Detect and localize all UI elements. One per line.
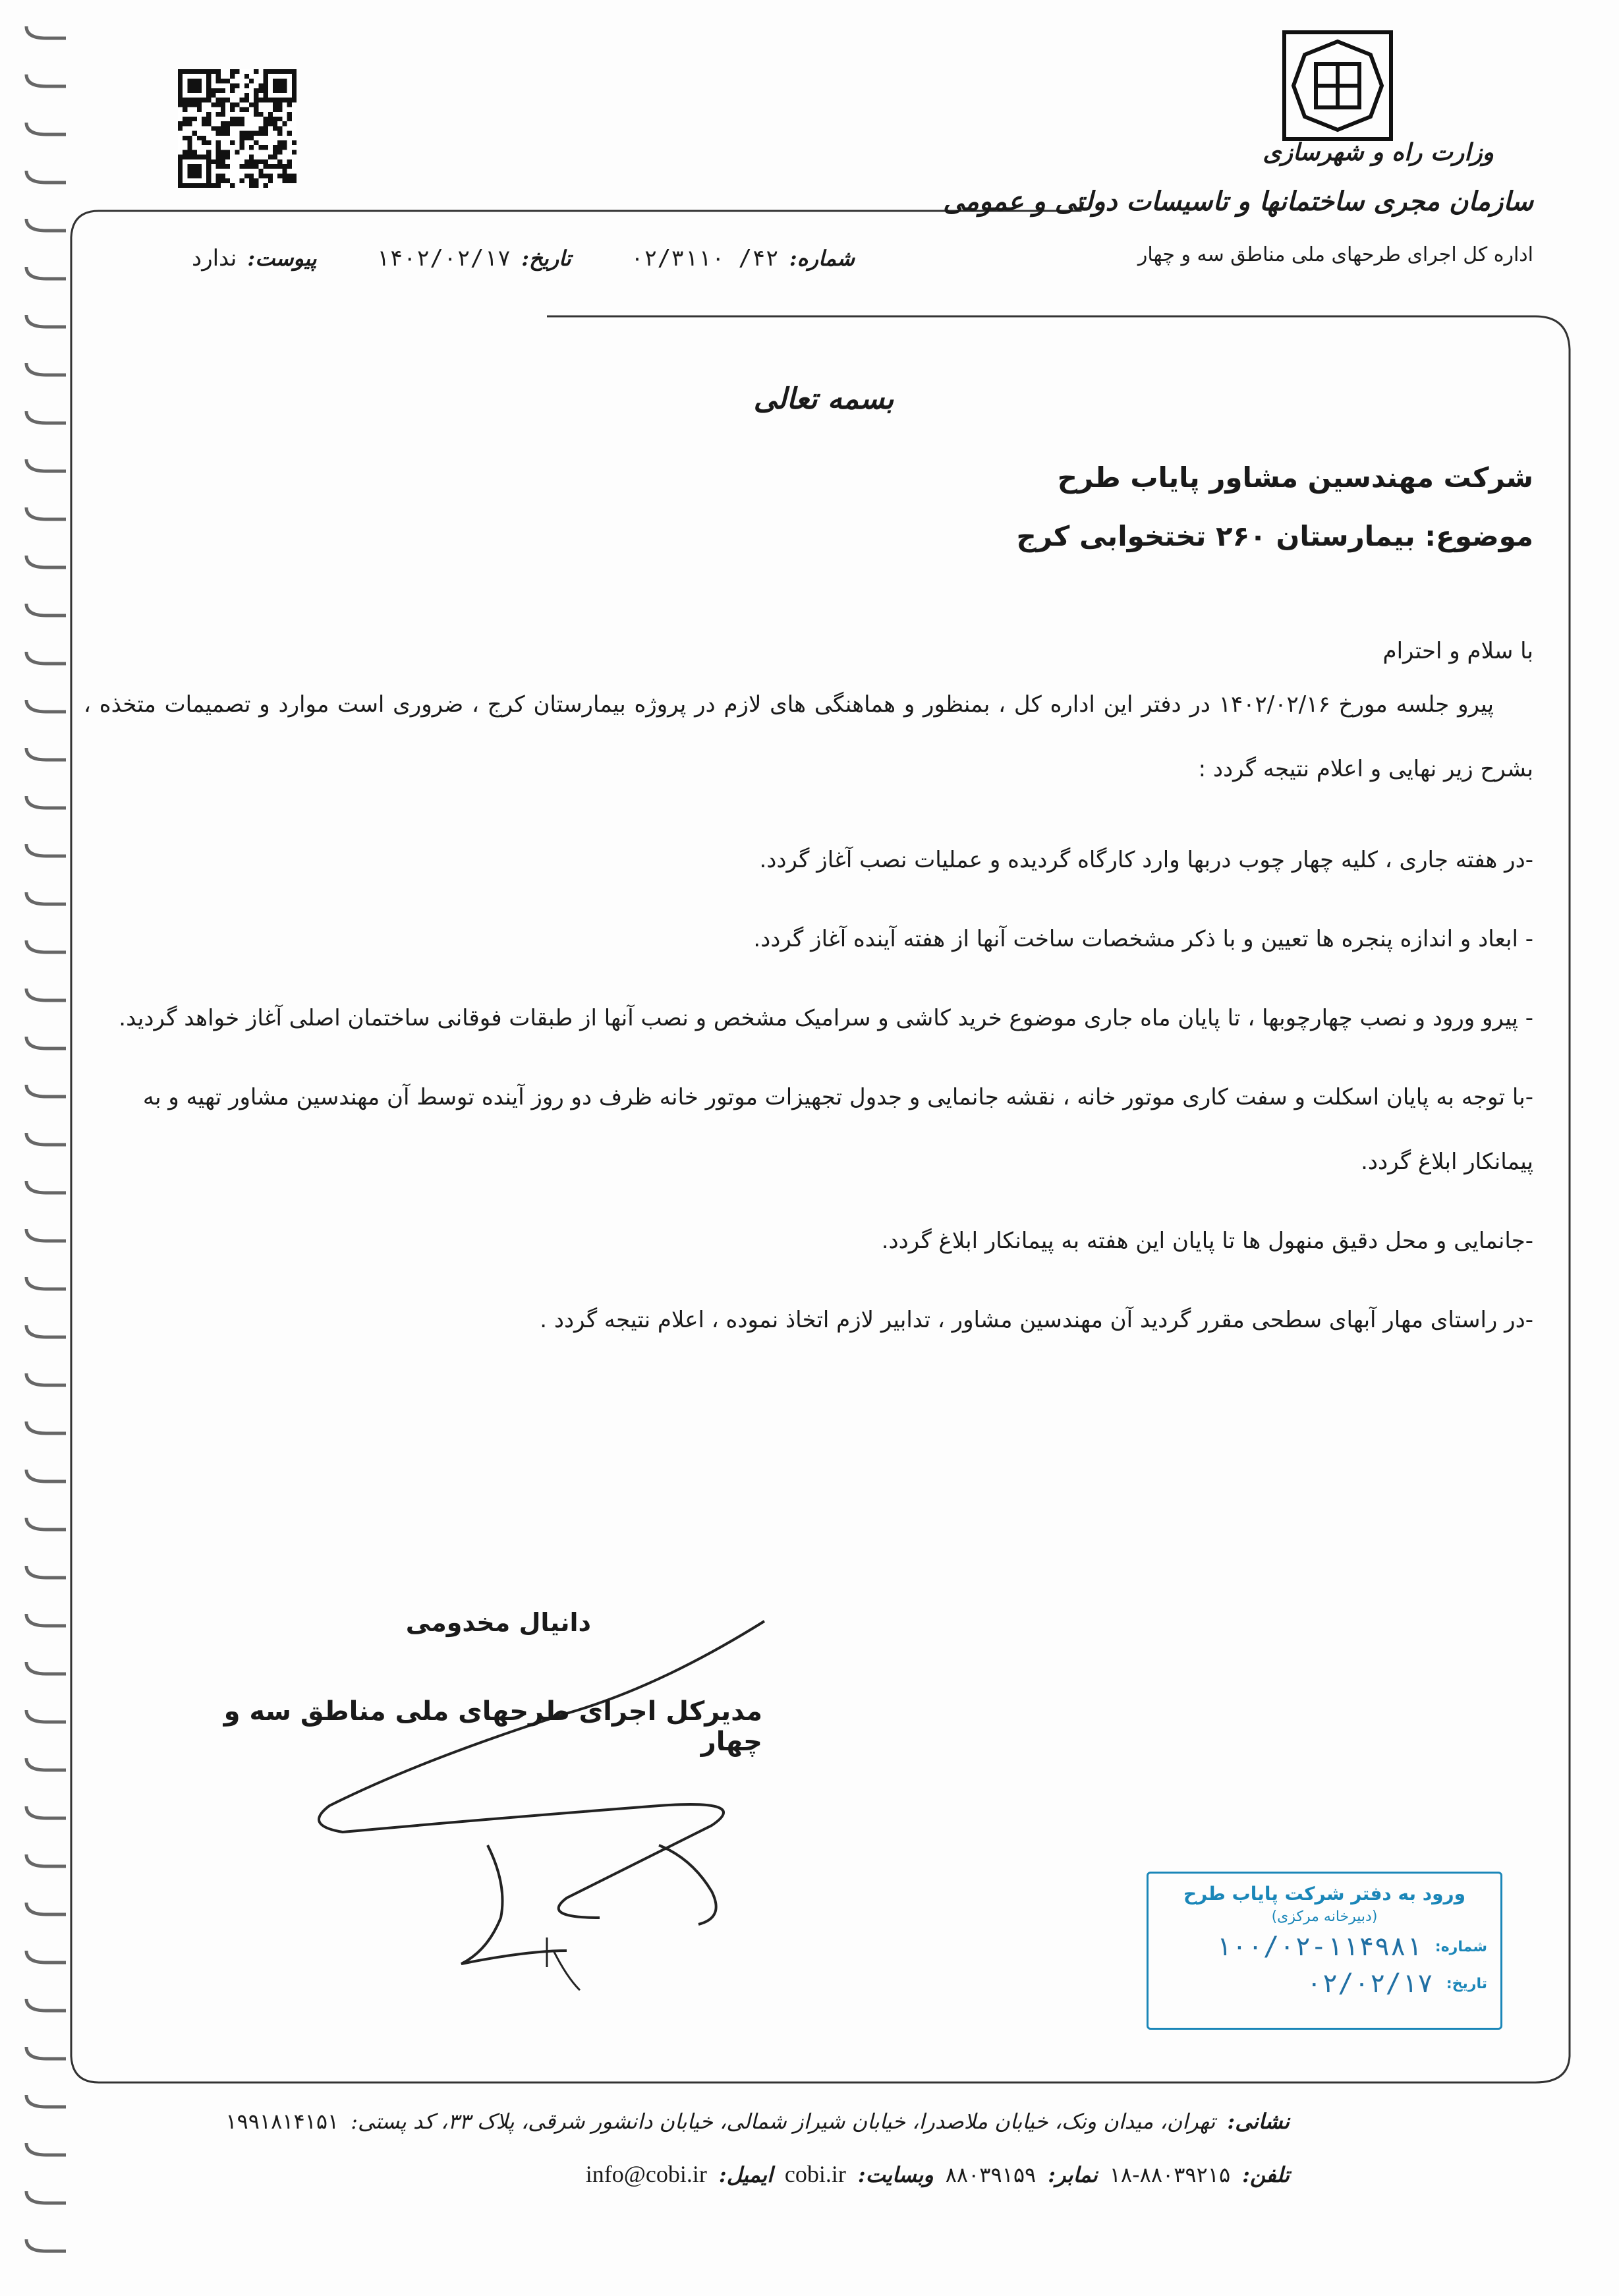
email-link[interactable]: info@cobi.ir	[585, 2161, 707, 2187]
email-label: ایمیل:	[718, 2162, 773, 2187]
qr-code	[178, 69, 297, 188]
phone-value: ۱۸-۸۸۰۳۹۲۱۵	[1109, 2162, 1231, 2187]
date-value: ۱۴۰۲/۰۲/۱۷	[376, 245, 511, 272]
list-item: -جانمایی و محل دقیق منهول ها تا پایان این هفته به پیمانکار ابلاغ گردد.	[881, 1228, 1533, 1254]
address-text: تهران، میدان ونک، خیابان ملاصدرا، خیابان شیراز شمالی، خیابان دانشور شرقی، پلاک ۳۳، کد پستی:	[351, 2109, 1216, 2134]
footer-address-line	[136, 2109, 1290, 2134]
footer-contact-line	[136, 2160, 1290, 2188]
subject: موضوع: بیمارستان ۲۶۰ تختخوابی کرج	[1016, 520, 1533, 552]
stamp-number-label: شماره:	[1434, 1938, 1487, 1955]
ministry-name: وزارت راه و شهرسازی	[1263, 138, 1494, 166]
spiral-binding	[20, 13, 79, 2280]
list-item: - ابعاد و اندازه پنجره ها تعیین و با ذکر مشخصات ساخت آنها از هفته آینده آغاز گردد.	[753, 926, 1533, 952]
website-label: وبسایت:	[857, 2162, 934, 2187]
list-item: -در هفته جاری ، کلیه چهار چوب دربها وارد کارگاه گردیده و عملیات نصب آغاز گردد.	[759, 847, 1533, 873]
letter-attachment	[192, 245, 316, 272]
phone-label: تلفن:	[1242, 2162, 1290, 2187]
postal-code: ۱۹۹۱۸۱۴۱۵۱	[225, 2109, 339, 2134]
stamp-date-row	[1162, 1968, 1487, 1999]
stamp-number-row	[1162, 1932, 1487, 1962]
fax-label: نمابر:	[1048, 2162, 1098, 2187]
greeting: با سلام و احترام	[1382, 638, 1533, 664]
number-value: ۴۲/ ۰۲/۳۱۱۰	[630, 245, 779, 272]
attachment-label: پیوست:	[247, 246, 317, 271]
signature-block	[169, 1608, 762, 1757]
received-stamp	[1147, 1872, 1502, 2030]
stamp-date-value: ۰۲/۰۲/۱۷	[1306, 1968, 1433, 1999]
letter-date	[376, 245, 571, 272]
stamp-number-value: ۱۰۰/۰۲-۱۱۴۹۸۱	[1215, 1932, 1422, 1962]
attachment-value: ندارد	[192, 245, 237, 272]
decision-list	[84, 828, 1533, 1352]
letter-number	[631, 245, 855, 272]
ministry-logo	[1282, 30, 1394, 142]
organization-name: سازمان مجری ساختمانها و تاسیسات دولتی و عمومی	[943, 186, 1533, 217]
number-label: شماره:	[789, 246, 855, 271]
letter-body	[84, 461, 1533, 1352]
letter-footer	[136, 2109, 1290, 2188]
letterhead	[940, 138, 1533, 266]
address-label: نشانی:	[1227, 2109, 1290, 2134]
list-item: -با توجه به پایان اسکلت و سفت کاری موتور خانه ، نقشه جانمایی و جدول تجهیزات موتور خانه ظرف دو روز آینده توسط آن مهندسین مشاور تهیه و به پیمانکار ابلاغ گردد.	[142, 1084, 1533, 1175]
signer-title: مدیرکل اجرای طرحهای ملی مناطق سه و چهار	[223, 1696, 762, 1757]
recipient: شرکت مهندسین مشاور پایاب طرح	[1057, 461, 1533, 494]
stamp-title: ورود به دفتر شرکت پایاب طرح	[1183, 1883, 1466, 1905]
signer-name: دانیال مخدومی	[405, 1608, 591, 1637]
stamp-date-label: تاریخ:	[1446, 1975, 1487, 1992]
stamp-subtitle: (دبیرخانه مرکزی)	[1271, 1909, 1378, 1925]
list-item: - پیرو ورود و نصب چهارچوبها ، تا پایان ماه جاری موضوع خرید کاشی و سرامیک مشخص و نصب آنها از طبقات فوقانی ساختمان اصلی آغاز خواهد گردید.	[119, 1005, 1533, 1031]
fax-value: ۸۸۰۳۹۱۵۹	[945, 2162, 1037, 2187]
intro-paragraph: پیرو جلسه مورخ ۱۴۰۲/۰۲/۱۶ در دفتر این اداره کل ، بمنظور و هماهنگی های لازم در پروژه بیمارستان کرج ، ضروری است موارد و تصمیمات متخذه ، بشرح زیر نهایی و اعلام نتیجه گردد :	[84, 691, 1533, 782]
list-item: -در راستای مهار آبهای سطحی مقرر گردید آن مهندسین مشاور ، تدابیر لازم اتخاذ نموده ، اعلام نتیجه گردد .	[540, 1307, 1533, 1333]
basmala: بسمه تعالی	[753, 382, 894, 416]
office-name: اداره کل اجرای طرحهای ملی مناطق سه و چهار	[1137, 243, 1533, 266]
letter-meta	[130, 245, 855, 272]
website-link[interactable]: cobi.ir	[784, 2161, 846, 2187]
date-label: تاریخ:	[521, 246, 571, 271]
